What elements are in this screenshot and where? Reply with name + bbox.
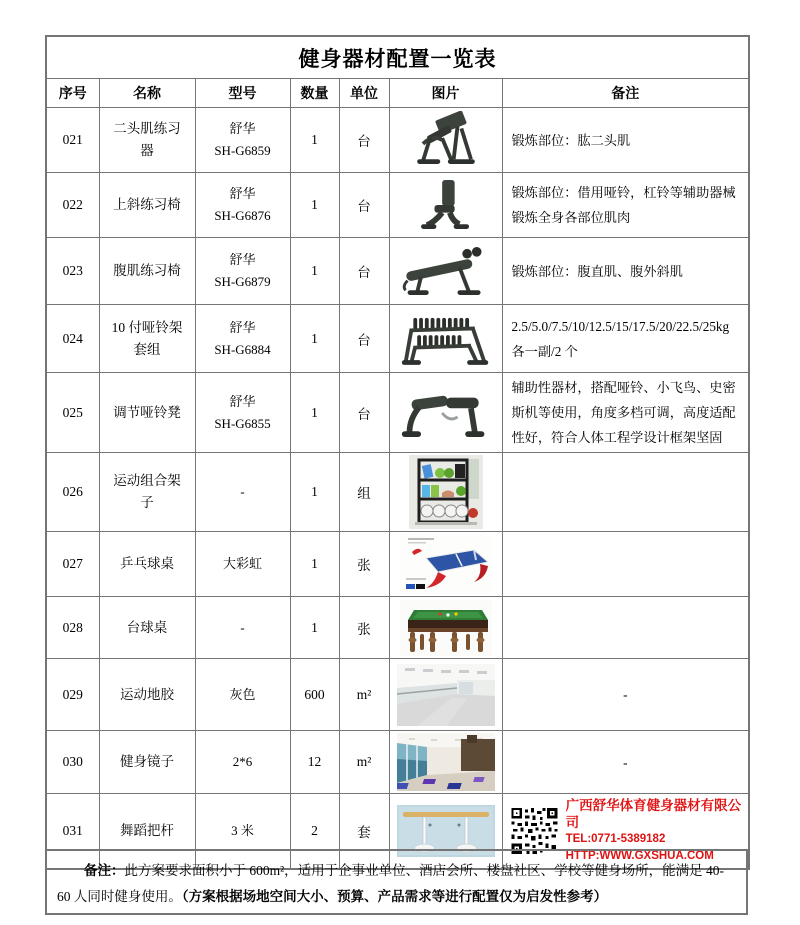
equipment-remark: 辅助性器材，搭配哑铃、小飞鸟、史密斯机等使用，角度多档可调，高度适配性好，符合人体工程学设计框架坚固 <box>502 373 749 453</box>
equipment-model: 灰色 <box>195 659 290 731</box>
row-no: 026 <box>46 453 99 532</box>
table-header-row <box>46 79 749 108</box>
table-row <box>46 597 749 659</box>
row-no: 028 <box>46 597 99 659</box>
equipment-model: 舒华 SH-G6884 <box>195 305 290 373</box>
equipment-remark: 锻炼部位：借用哑铃，杠铃等辅助器械锻炼全身各部位肌肉 <box>502 173 749 238</box>
col-header-remark: 备注 <box>502 79 749 108</box>
equipment-qty: 600 <box>290 659 339 731</box>
company-name: 广西舒华体育健身器材有限公司 <box>565 798 742 830</box>
equipment-table <box>45 35 750 870</box>
equipment-model: 2*6 <box>195 731 290 794</box>
equipment-unit: 套 <box>339 794 389 870</box>
equipment-qty: 1 <box>290 305 339 373</box>
equipment-name: 上斜练习椅 <box>99 173 195 238</box>
table-row <box>46 453 749 532</box>
equipment-qty: 2 <box>290 794 339 870</box>
equipment-unit: m² <box>339 659 389 731</box>
equipment-unit: m² <box>339 731 389 794</box>
equipment-remark <box>502 532 749 597</box>
equipment-name: 10 付哑铃架套组 <box>99 305 195 373</box>
equipment-model: 舒华 SH-G6855 <box>195 373 290 453</box>
company-phone: TEL:0771-5389182 <box>565 833 666 845</box>
equipment-name: 腹肌练习椅 <box>99 238 195 305</box>
equipment-qty: 12 <box>290 731 339 794</box>
equipment-qty: 1 <box>290 173 339 238</box>
row-no: 023 <box>46 238 99 305</box>
gym-mirror-room-photo <box>397 733 495 791</box>
equipment-name: 舞蹈把杆 <box>99 794 195 870</box>
row-no: 022 <box>46 173 99 238</box>
bicep-curl-machine-image <box>398 111 494 169</box>
company-website: HTTP:WWW.GXSHUA.COM <box>565 850 714 862</box>
equipment-qty: 1 <box>290 453 339 532</box>
row-no: 024 <box>46 305 99 373</box>
ab-bench-image <box>398 242 494 300</box>
equipment-unit: 台 <box>339 238 389 305</box>
table-tennis-table-photo <box>400 534 492 594</box>
equipment-name: 运动组合架子 <box>99 453 195 532</box>
equipment-unit: 张 <box>339 532 389 597</box>
col-header-model: 型号 <box>195 79 290 108</box>
equipment-unit: 台 <box>339 108 389 173</box>
equipment-model: - <box>195 453 290 532</box>
table-row <box>46 238 749 305</box>
equipment-model: 舒华 SH-G6859 <box>195 108 290 173</box>
equipment-remark: - <box>502 659 749 731</box>
equipment-model: - <box>195 597 290 659</box>
row-no: 030 <box>46 731 99 794</box>
incline-chair-image <box>398 176 494 234</box>
equipment-qty: 1 <box>290 238 339 305</box>
footnote-text: 备注：此方案要求面积小于 600m²，适用于企事业单位、酒店会所、楼盘社区、学校等健身场所，能满足 40-60 人同时健身使用。（方案根据场地空间大小、预算、产品需求等进行配置仅为启发性参考） <box>57 863 725 904</box>
col-header-name: 名称 <box>99 79 195 108</box>
equipment-remark: 2.5/5.0/7.5/10/12.5/15/17.5/20/22.5/25kg 各一副/2 个 <box>502 305 749 373</box>
row-no: 027 <box>46 532 99 597</box>
equipment-unit: 台 <box>339 373 389 453</box>
equipment-remark: 锻炼部位：腹直肌、腹外斜肌 <box>502 238 749 305</box>
equipment-model: 大彩虹 <box>195 532 290 597</box>
adjustable-bench-image <box>398 384 494 442</box>
table-row <box>46 173 749 238</box>
row-no: 029 <box>46 659 99 731</box>
table-row <box>46 532 749 597</box>
equipment-name: 健身镜子 <box>99 731 195 794</box>
equipment-qty: 1 <box>290 373 339 453</box>
row-no: 021 <box>46 108 99 173</box>
table-row <box>46 659 749 731</box>
equipment-model: 舒华 SH-G6879 <box>195 238 290 305</box>
equipment-remark <box>502 453 749 532</box>
row-no: 025 <box>46 373 99 453</box>
equipment-unit: 组 <box>339 453 389 532</box>
col-header-image: 图片 <box>389 79 502 108</box>
dumbbell-rack-image <box>398 310 494 368</box>
col-header-qty: 数量 <box>290 79 339 108</box>
equipment-name: 台球桌 <box>99 597 195 659</box>
equipment-name: 乒乓球桌 <box>99 532 195 597</box>
equipment-remark: - <box>502 731 749 794</box>
equipment-name: 运动地胶 <box>99 659 195 731</box>
footnote-box <box>45 849 748 915</box>
sports-flooring-photo <box>397 664 495 726</box>
billiard-table-photo <box>400 600 492 656</box>
equipment-qty: 1 <box>290 532 339 597</box>
table-row <box>46 108 749 173</box>
footnote-label: 备注： <box>84 863 125 878</box>
equipment-unit: 台 <box>339 173 389 238</box>
table-row <box>46 305 749 373</box>
col-header-unit: 单位 <box>339 79 389 108</box>
table-row <box>46 731 749 794</box>
equipment-qty: 1 <box>290 597 339 659</box>
row-no: 031 <box>46 794 99 870</box>
equipment-qty: 1 <box>290 108 339 173</box>
equipment-model: 舒华 SH-G6876 <box>195 173 290 238</box>
equipment-unit: 台 <box>339 305 389 373</box>
col-header-no: 序号 <box>46 79 99 108</box>
equipment-unit: 张 <box>339 597 389 659</box>
table-row <box>46 373 749 453</box>
equipment-remark: 锻炼部位：肱二头肌 <box>502 108 749 173</box>
equipment-remark <box>502 597 749 659</box>
table-title-row <box>46 36 749 79</box>
storage-rack-photo <box>409 455 483 529</box>
equipment-name: 调节哑铃凳 <box>99 373 195 453</box>
equipment-name: 二头肌练习器 <box>99 108 195 173</box>
equipment-model: 3 米 <box>195 794 290 870</box>
page-title: 健身器材配置一览表 <box>46 36 749 79</box>
